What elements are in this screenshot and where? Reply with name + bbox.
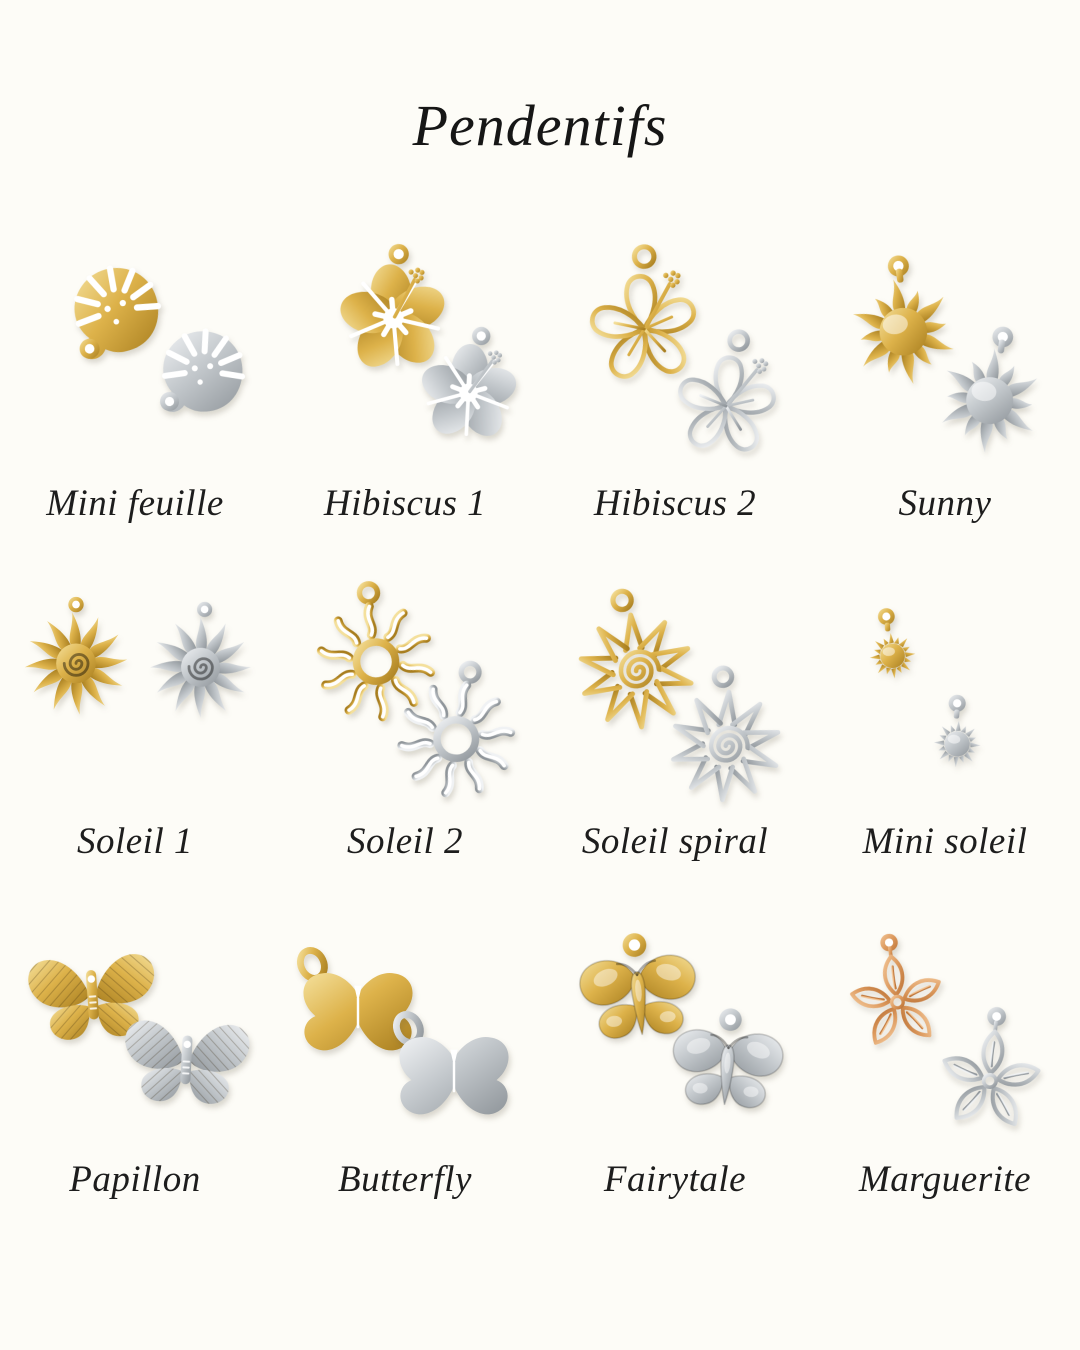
pendant-label: Butterfly <box>338 1158 472 1200</box>
hibiscus-solid-silver-charm-icon <box>405 319 533 447</box>
butterfly-textured-silver-charm-icon <box>108 990 264 1146</box>
pendant-label: Hibiscus 1 <box>323 482 487 524</box>
pendant-card-sunny <box>810 240 1080 528</box>
pendant-card-hibiscus-1 <box>270 240 540 528</box>
sun-mini-gold-charm-icon <box>845 600 939 694</box>
pendant-label: Sunny <box>898 482 992 524</box>
pendant-photo-hibiscus-2 <box>540 240 810 470</box>
sun-outline-silver-charm-icon <box>372 646 539 813</box>
sun-mini-silver-charm-icon <box>909 686 1007 784</box>
pendant-photo-sunny <box>810 240 1080 470</box>
pendant-photo-mini-soleil <box>810 578 1080 808</box>
butterfly-puffy-silver-charm-icon <box>647 989 807 1149</box>
pendant-photo-marguerite <box>810 916 1080 1146</box>
pendant-card-mini-feuille <box>0 240 270 528</box>
sun-spiral-outline-silver-charm-icon <box>646 658 804 816</box>
pendant-photo-soleil-spiral <box>540 578 810 808</box>
pendant-card-soleil-spiral <box>540 578 810 866</box>
sun-spiral-gold-charm-icon <box>12 593 140 721</box>
monstera-leaf-silver-charm-icon <box>144 319 255 430</box>
butterfly-flat-silver-charm-icon <box>378 998 530 1150</box>
pendant-card-mini-soleil <box>810 578 1080 866</box>
pendant-photo-fairytale <box>540 916 810 1146</box>
pendant-card-butterfly <box>270 916 540 1204</box>
pendant-label: Marguerite <box>858 1158 1032 1200</box>
pendant-card-papillon <box>0 916 270 1204</box>
pendant-photo-hibiscus-1 <box>270 240 540 470</box>
page-title: Pendentifs <box>412 93 668 158</box>
pendant-card-soleil-2 <box>270 578 540 866</box>
pendant-label: Mini soleil <box>862 820 1028 862</box>
pendant-card-marguerite <box>810 916 1080 1204</box>
sun-wavy-silver-charm-icon <box>913 313 1069 469</box>
pendant-label: Hibiscus 2 <box>593 482 757 524</box>
pendant-card-soleil-1 <box>0 578 270 866</box>
pendant-card-hibiscus-2 <box>540 240 810 528</box>
pendant-photo-mini-feuille <box>0 240 270 470</box>
pendant-label: Mini feuille <box>46 482 224 524</box>
pendant-label: Papillon <box>69 1158 201 1200</box>
pendant-label: Soleil spiral <box>581 820 769 862</box>
pendant-photo-soleil-2 <box>270 578 540 808</box>
pendant-photo-soleil-1 <box>0 578 270 808</box>
pendant-label: Soleil 1 <box>76 820 193 862</box>
pendant-card-fairytale <box>540 916 810 1204</box>
pendant-label: Soleil 2 <box>346 820 463 862</box>
pendant-photo-papillon <box>0 916 270 1146</box>
pendant-photo-butterfly <box>270 916 540 1146</box>
sun-spiral-silver-charm-icon <box>134 594 268 728</box>
pendant-grid <box>0 240 1080 1204</box>
flower-star-silver-charm-icon <box>915 994 1067 1146</box>
hibiscus-outline-silver-charm-icon <box>652 320 802 470</box>
pendant-label: Fairytale <box>603 1158 747 1200</box>
